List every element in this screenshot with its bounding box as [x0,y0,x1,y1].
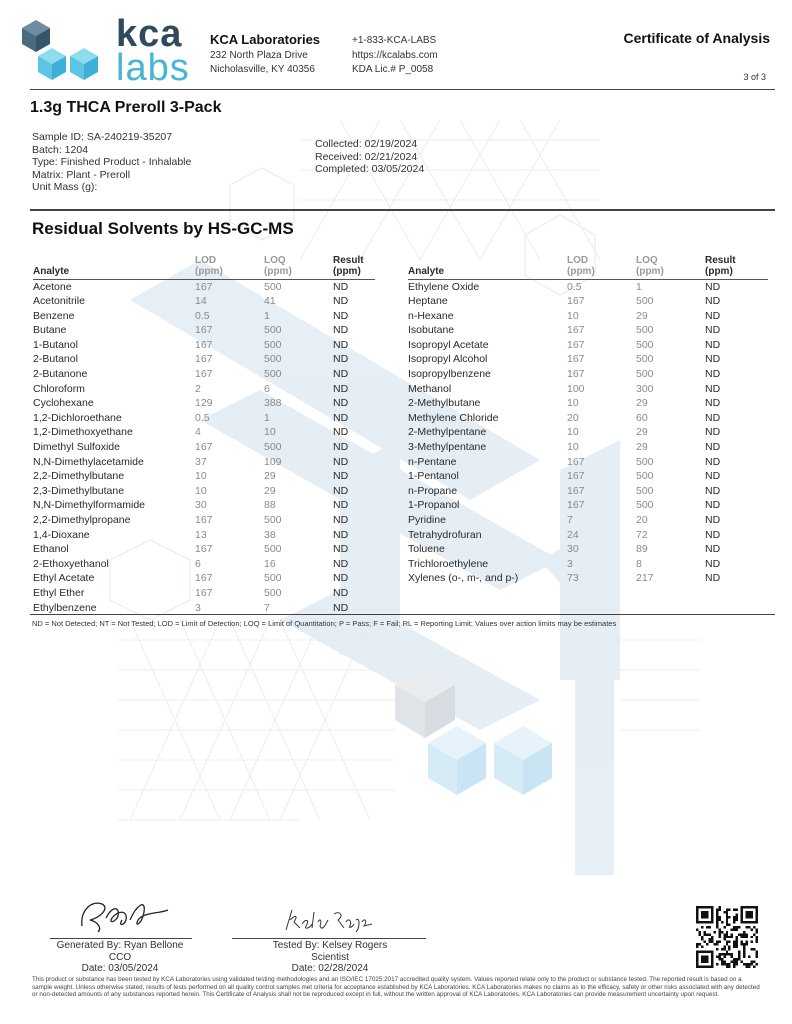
analyte-cell: Dimethyl Sulfoxide [33,441,120,454]
header-result: Result (ppm) [705,251,768,279]
signer-left-name: Generated By: Ryan Bellone [56,940,184,951]
loq-cell: 500 [264,586,282,599]
analyte-cell: 2-Butanol [33,353,78,366]
loq-cell: 60 [636,411,648,424]
signature-kelsey-rogers [282,904,378,936]
table-row [408,498,768,513]
table-row [408,338,768,353]
section-divider [30,209,775,211]
header-lod: LOD (ppm) [195,251,264,279]
analyte-cell: Ethanol [33,543,69,556]
analyte-cell: N,N-Dimethylacetamide [33,455,144,468]
analyte-cell: N,N-Dimethylformamide [33,499,146,512]
table-row [33,542,375,557]
result-cell: ND [705,470,721,483]
result-cell: ND [333,484,349,497]
lod-cell: 167 [567,499,585,512]
table-row [408,571,768,586]
analyte-cell: Methanol [408,382,452,395]
lod-cell: 167 [195,280,213,293]
result-cell: ND [333,397,349,410]
analyte-cell: Ethylbenzene [33,601,97,614]
loq-cell: 500 [636,353,654,366]
analyte-cell: 2-Methylpentane [408,426,487,439]
table-row [33,367,375,382]
result-cell: ND [333,382,349,395]
signer-right [240,940,420,975]
analyte-cell: Ethyl Ether [33,586,85,599]
sample-info [32,131,191,194]
page-number: 3 of 3 [743,72,766,82]
loq-cell: 29 [636,441,648,454]
lod-cell: 4 [195,426,201,439]
header-analyte: Analyte [408,251,567,279]
table-row [33,528,375,543]
result-cell: ND [333,426,349,439]
result-cell: ND [705,368,721,381]
result-cell: ND [333,586,349,599]
result-cell: ND [333,470,349,483]
result-cell: ND [705,528,721,541]
analyte-cell: 2-Methylbutane [408,397,481,410]
table-row [408,542,768,557]
table-row [33,455,375,470]
loq-cell: 500 [264,338,282,351]
loq-cell: 500 [636,295,654,308]
lod-cell: 167 [567,324,585,337]
analyte-cell: 1-Pentanol [408,470,459,483]
lod-cell: 14 [195,295,207,308]
analyte-cell: n-Hexane [408,309,454,322]
sample-dates [315,138,424,176]
lod-cell: 167 [567,470,585,483]
result-cell: ND [333,543,349,556]
result-cell: ND [333,411,349,424]
analyte-cell: 2,3-Dimethylbutane [33,484,125,497]
result-cell: ND [333,353,349,366]
lab-name: KCA Laboratories [210,32,321,47]
table-row [408,294,768,309]
lod-cell: 10 [567,441,579,454]
loq-cell: 29 [264,470,276,483]
table-row [33,338,375,353]
analyte-cell: Isobutane [408,324,455,337]
loq-cell: 300 [636,382,654,395]
table-row [408,484,768,499]
header-loq: LOQ (ppm) [636,251,705,279]
loq-cell: 41 [264,295,276,308]
loq-cell: 500 [264,514,282,526]
analyte-cell: Toluene [408,543,445,556]
loq-cell: 500 [264,353,282,366]
result-cell: ND [705,324,721,337]
table-row [33,352,375,367]
loq-cell: 500 [264,441,282,454]
analyte-cell: 1-Butanol [33,338,78,351]
result-cell: ND [705,397,721,410]
header-loq: LOQ (ppm) [264,251,333,279]
loq-cell: 500 [636,338,654,351]
result-cell: ND [333,280,349,293]
lod-cell: 3 [567,557,573,570]
table-row [33,498,375,513]
lod-cell: 167 [195,338,213,351]
loq-cell: 500 [264,368,282,381]
lod-cell: 167 [567,353,585,366]
loq-cell: 500 [636,499,654,512]
table-row [408,382,768,397]
result-cell: ND [705,557,721,570]
kca-logo-cubes [20,18,102,86]
loq-cell: 16 [264,557,276,570]
table-row [33,571,375,586]
result-cell: ND [705,543,721,556]
loq-cell: 88 [264,499,276,512]
result-cell: ND [333,295,349,308]
lod-cell: 73 [567,572,579,585]
table-row [33,484,375,499]
analyte-cell: Ethyl Acetate [33,572,95,585]
loq-cell: 8 [636,557,642,570]
table-row [33,411,375,426]
table-row [408,396,768,411]
analyte-cell: Xylenes (o-, m-, and p-) [408,572,519,585]
loq-cell: 72 [636,528,648,541]
result-cell: ND [705,295,721,308]
lod-cell: 13 [195,528,207,541]
lod-cell: 167 [195,572,213,585]
analyte-cell: 1-Propanol [408,499,460,512]
analyte-cell: Heptane [408,295,448,308]
lod-cell: 167 [567,338,585,351]
loq-cell: 500 [264,324,282,337]
loq-cell: 500 [264,280,282,293]
analyte-cell: 1,4-Dioxane [33,528,90,541]
result-cell: ND [333,441,349,454]
table-row [408,513,768,528]
result-cell: ND [705,484,721,497]
loq-cell: 20 [636,514,648,526]
header-result: Result (ppm) [333,251,375,279]
analyte-cell: 2,2-Dimethylpropane [33,514,131,526]
result-cell: ND [705,499,721,512]
analyte-cell: 1,2-Dimethoxyethane [33,426,133,439]
table-row [33,294,375,309]
analyte-cell: Cyclohexane [33,397,94,410]
analyte-cell: n-Propane [408,484,458,497]
loq-cell: 29 [636,426,648,439]
result-cell: ND [333,455,349,468]
loq-cell: 500 [636,368,654,381]
loq-cell: 500 [636,324,654,337]
table-row [33,309,375,324]
loq-cell: 500 [264,572,282,585]
lod-cell: 167 [195,353,213,366]
analyte-cell: Chloroform [33,382,85,395]
lod-cell: 167 [195,514,213,526]
lod-cell: 2 [195,382,201,395]
loq-cell: 6 [264,382,270,395]
abbreviations-footnote: ND = Not Detected; NT = Not Tested; LOD = Limit of Detection; LOQ = Limit of Quantitation; P = Pass; F = Fail; RL = Reporting Limit; Values over action limits may be estimates [32,619,617,628]
lab-address-line1: 232 North Plaza Drive [210,50,308,61]
result-cell: ND [333,309,349,322]
analyte-cell: Acetone [33,280,72,293]
result-cell: ND [333,601,349,614]
lod-cell: 129 [195,397,213,410]
lod-cell: 10 [567,397,579,410]
logo-wordmark-bottom: labs [116,47,190,89]
lod-cell: 10 [195,484,207,497]
lod-cell: 167 [567,484,585,497]
result-cell: ND [705,280,721,293]
table-bottom-divider [30,614,775,615]
analyte-cell: Tetrahydrofuran [408,528,482,541]
lod-cell: 167 [195,324,213,337]
result-cell: ND [705,411,721,424]
received-date: Received: 02/21/2024 [315,150,418,163]
header-analyte: Analyte [33,251,195,279]
lod-cell: 37 [195,455,207,468]
lod-cell: 3 [195,601,201,614]
loq-cell: 29 [636,309,648,322]
legal-disclaimer: This product or substance has been tested by KCA Laboratories using validated testing methodologies and an ISO/IEC 17025:2017 accredited quality system. Values reported relate only to the product or substance tested. The reported result is based on a sample weight. Unless otherwise stated, results of tests performed on all quality control samples met criteria for acceptance established by KCA Laboratories. KCA Laboratories makes no claims as to the efficacy, safety or other risks associated with any detected or non-detected amounts of any substances reported herein. This Certificate of Analysis shall not be reproduced except in full, without the written approval of KCA Laboratories. KCA Laboratories can provide measurement uncertainty upon request. [32,976,760,999]
qr-code-icon[interactable] [696,906,758,968]
lod-cell: 30 [567,543,579,556]
lod-cell: 20 [567,411,579,424]
table-row [33,557,375,572]
lod-cell: 10 [567,426,579,439]
table-row [408,323,768,338]
lod-cell: 167 [195,368,213,381]
table-row [408,411,768,426]
analyte-cell: Benzene [33,309,75,322]
result-cell: ND [705,441,721,454]
sample-type: Type: Finished Product - Inhalable [32,156,192,168]
analyte-cell: Butane [33,324,67,337]
analyte-cell: Isopropyl Alcohol [408,353,488,366]
result-cell: ND [705,353,721,366]
loq-cell: 500 [636,455,654,468]
lod-cell: 167 [567,368,585,381]
analyte-cell: 1,2-Dichloroethane [33,411,122,424]
loq-cell: 500 [636,484,654,497]
result-cell: ND [333,499,349,512]
loq-cell: 10 [264,426,276,439]
loq-cell: 500 [636,470,654,483]
results-table-left [33,251,375,615]
lab-license: KDA Lic.# P_0058 [352,64,434,75]
signer-left-date: Date: 03/05/2024 [81,963,159,974]
loq-cell: 1 [264,411,270,424]
sample-id: Sample ID: SA-240219-35207 [32,131,173,143]
lod-cell: 0.5 [195,309,210,322]
results-table-right [408,251,768,586]
lod-cell: 24 [567,528,579,541]
analyte-cell: 3-Methylpentane [408,441,487,454]
result-cell: ND [333,324,349,337]
analyte-cell: Methylene Chloride [408,411,499,424]
lod-cell: 100 [567,382,585,395]
result-cell: ND [705,514,721,526]
table-row [408,440,768,455]
table-row [33,382,375,397]
result-cell: ND [705,338,721,351]
batch: Batch: 1204 [32,143,89,156]
table-row [408,367,768,382]
result-cell: ND [333,338,349,351]
lod-cell: 7 [567,514,573,526]
analyte-cell: 2,2-Dimethylbutane [33,470,125,483]
completed-date: Completed: 03/05/2024 [315,163,425,175]
certificate-title: Certificate of Analysis [623,30,770,46]
table-row [408,279,768,294]
loq-cell: 217 [636,572,654,585]
result-cell: ND [333,528,349,541]
lod-cell: 167 [195,586,213,599]
result-cell: ND [705,572,721,585]
loq-cell: 29 [264,484,276,497]
lab-address-line2: Nicholasville, KY 40356 [210,64,315,75]
table-row [33,323,375,338]
table-row [408,528,768,543]
table-row [33,279,375,294]
table-row [408,352,768,367]
loq-cell: 89 [636,543,648,556]
table-row [33,425,375,440]
lod-cell: 167 [195,441,213,454]
table-row [408,455,768,470]
loq-cell: 29 [636,397,648,410]
analyte-cell: Isopropyl Acetate [408,338,489,351]
table-row [33,469,375,484]
lod-cell: 6 [195,557,201,570]
table-row [33,440,375,455]
table-row [408,425,768,440]
signer-left-title: CCO [108,951,132,963]
result-cell: ND [333,368,349,381]
lod-cell: 167 [567,295,585,308]
lod-cell: 167 [195,543,213,556]
analyte-cell: 2-Ethoxyethanol [33,557,109,570]
logo-wordmark-top: kca [116,13,183,55]
result-cell: ND [333,572,349,585]
sample-matrix: Matrix: Plant - Preroll [32,168,131,181]
lod-cell: 30 [195,499,207,512]
table-row [33,513,375,528]
result-cell: ND [705,455,721,468]
table-row [33,601,375,616]
lod-cell: 0.5 [567,280,582,293]
analyte-cell: n-Pentane [408,455,457,468]
result-cell: ND [333,557,349,570]
result-cell: ND [705,382,721,395]
loq-cell: 388 [264,397,282,410]
signature-line-right [232,938,426,939]
table-row [408,557,768,572]
product-title: 1.3g THCA Preroll 3-Pack [30,99,222,116]
lab-phone: +1-833-KCA-LABS [352,35,437,46]
loq-cell: 1 [264,309,270,322]
lod-cell: 10 [195,470,207,483]
header-divider [30,89,775,90]
signature-ryan-bellone [72,890,172,936]
loq-cell: 109 [264,455,282,468]
signer-left [40,940,200,975]
result-cell: ND [705,309,721,322]
table-row [33,396,375,411]
loq-cell: 1 [636,280,642,293]
section-title: Residual Solvents by HS-GC-MS [32,219,294,238]
lod-cell: 10 [567,309,579,322]
signer-right-title: Scientist [311,951,349,963]
analyte-cell: 2-Butanone [33,368,88,381]
lab-website: https://kcalabs.com [352,50,438,61]
loq-cell: 500 [264,543,282,556]
signer-right-date: Date: 02/28/2024 [291,963,369,974]
analyte-cell: Ethylene Oxide [408,280,480,293]
table-row [33,586,375,601]
loq-cell: 7 [264,601,270,614]
analyte-cell: Pyridine [408,514,446,526]
table-row [408,309,768,324]
signer-right-name: Tested By: Kelsey Rogers [272,940,388,951]
loq-cell: 38 [264,528,276,541]
unit-mass: Unit Mass (g): [32,181,98,193]
header-lod: LOD (ppm) [567,251,636,279]
result-cell: ND [333,514,349,526]
collected-date: Collected: 02/19/2024 [315,138,418,150]
table-row [408,469,768,484]
lod-cell: 0.5 [195,411,210,424]
signature-line-left [50,938,192,939]
analyte-cell: Acetonitrile [33,295,85,308]
result-cell: ND [705,426,721,439]
analyte-cell: Trichloroethylene [408,557,489,570]
analyte-cell: Isopropylbenzene [408,368,491,381]
lod-cell: 167 [567,455,585,468]
